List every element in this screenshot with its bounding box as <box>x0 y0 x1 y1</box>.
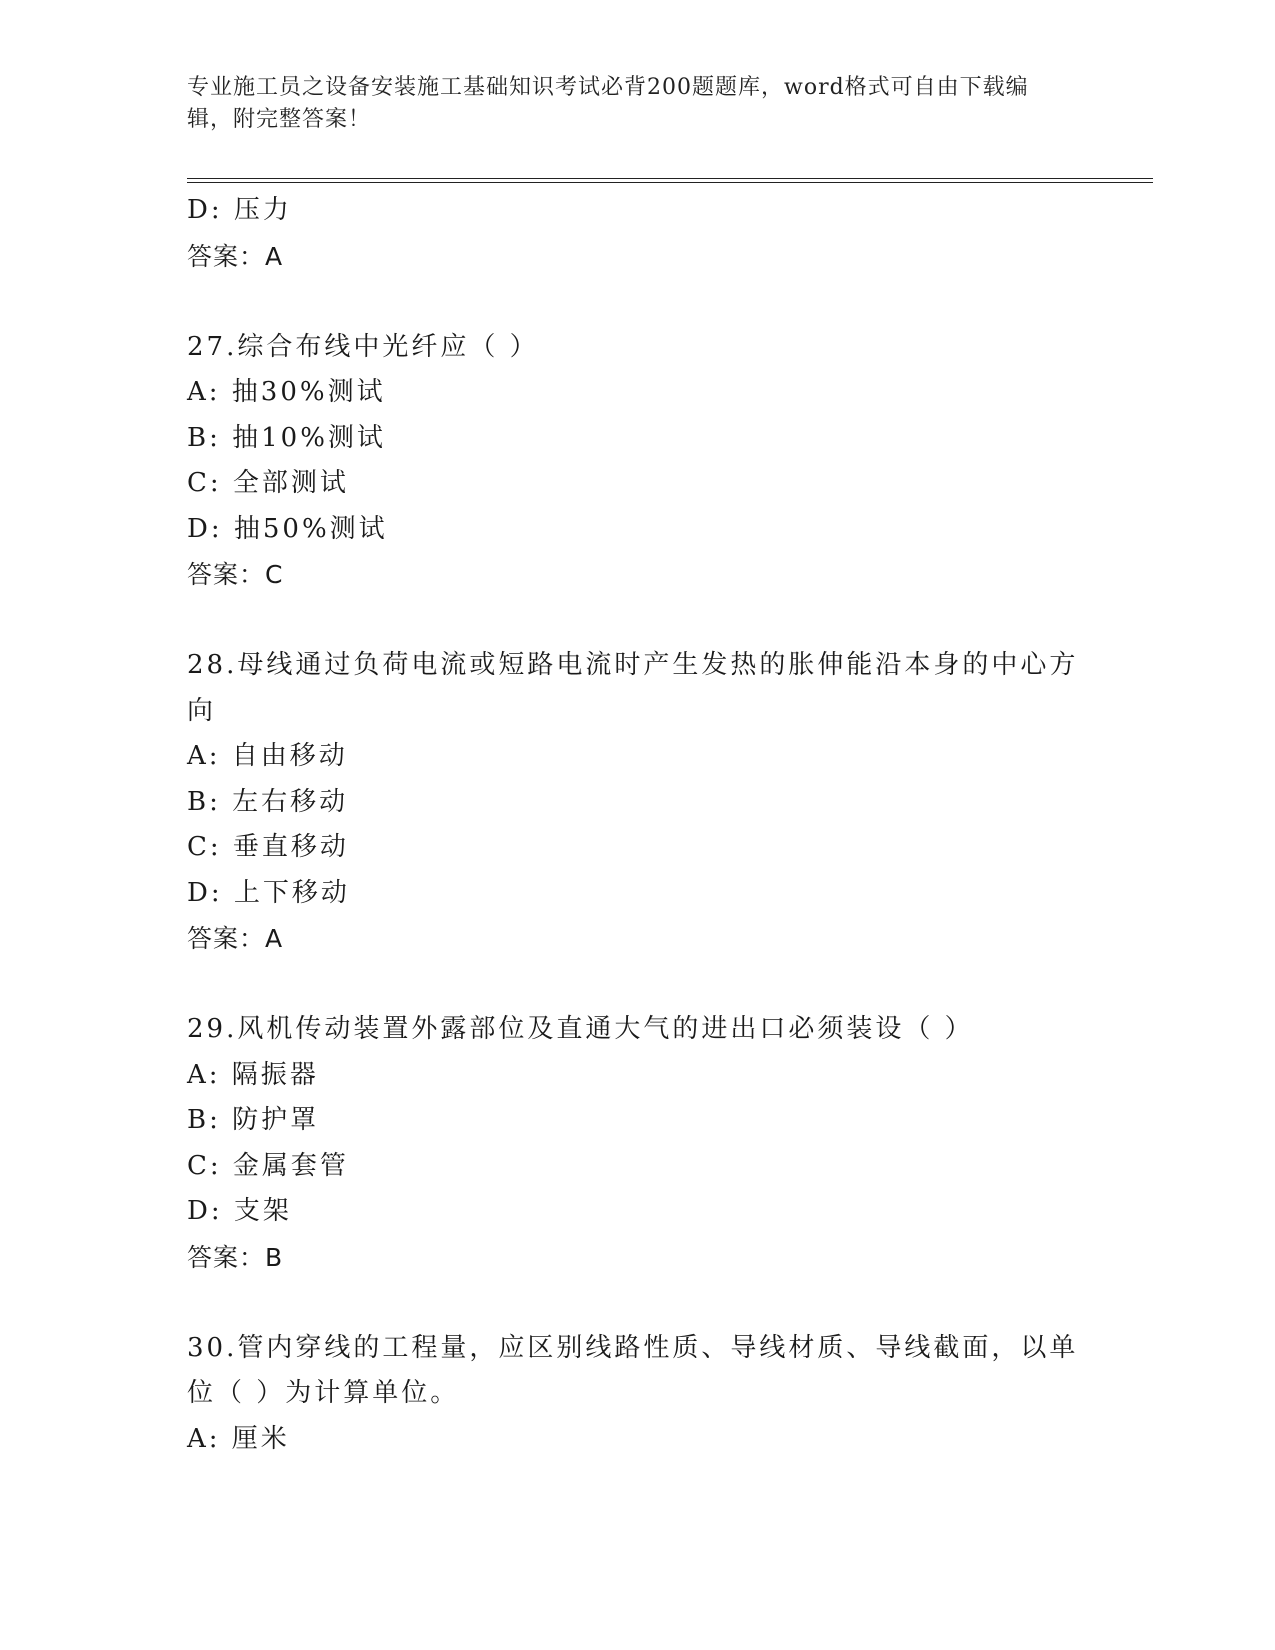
question-27-option-a: A: 抽30%测试 <box>187 377 386 407</box>
question-27-answer: 答案：C <box>187 560 284 589</box>
question-30-option-a: A: 厘米 <box>187 1423 290 1454</box>
document-header: 专业施工员之设备安装施工基础知识考试必背200题题库，word格式可自由下载编辑，附完整答案！ <box>187 75 1029 132</box>
spacer <box>187 598 1087 644</box>
answer-line: 答案：A <box>187 241 284 271</box>
question-29-option-a: A: 隔振器 <box>187 1059 319 1090</box>
question-29-option-b: B: 防护罩 <box>187 1105 320 1135</box>
question-28-option-d: D: 上下移动 <box>187 877 350 908</box>
question-28-option-c: C: 垂直移动 <box>187 832 349 862</box>
question-30-text: 30.管内穿线的工程量，应区别线路性质、导线材质、导线截面，以单位（ ）为计算单位。 <box>187 1332 1079 1408</box>
question-29-option-c: C: 金属套管 <box>187 1150 349 1181</box>
question-28-option-a: A: 自由移动 <box>187 741 348 771</box>
question-28-answer: 答案：A <box>187 924 284 953</box>
question-29-option-d: D: 支架 <box>187 1196 292 1226</box>
question-27-option-b: B: 抽10%测试 <box>187 422 386 453</box>
question-27-option-d: D: 抽50%测试 <box>187 513 388 544</box>
header-divider <box>187 178 1153 183</box>
option-d: D: 压力 <box>187 195 292 225</box>
question-29-text: 29.风机传动装置外露部位及直通大气的进出口必须装设（ ） <box>187 1014 974 1044</box>
question-29-answer: 答案：B <box>187 1242 284 1272</box>
question-27-text: 27.综合布线中光纤应（ ） <box>187 331 539 362</box>
question-28-text: 28.母线通过负荷电流或短路电流时产生发热的胀伸能沿本身的中心方向 <box>187 650 1079 726</box>
spacer <box>187 1280 1087 1326</box>
question-28-option-b: B: 左右移动 <box>187 786 349 817</box>
question-27-option-c: C: 全部测试 <box>187 468 349 498</box>
spacer <box>187 279 1087 325</box>
document-body <box>187 188 1087 1462</box>
spacer <box>187 962 1087 1008</box>
